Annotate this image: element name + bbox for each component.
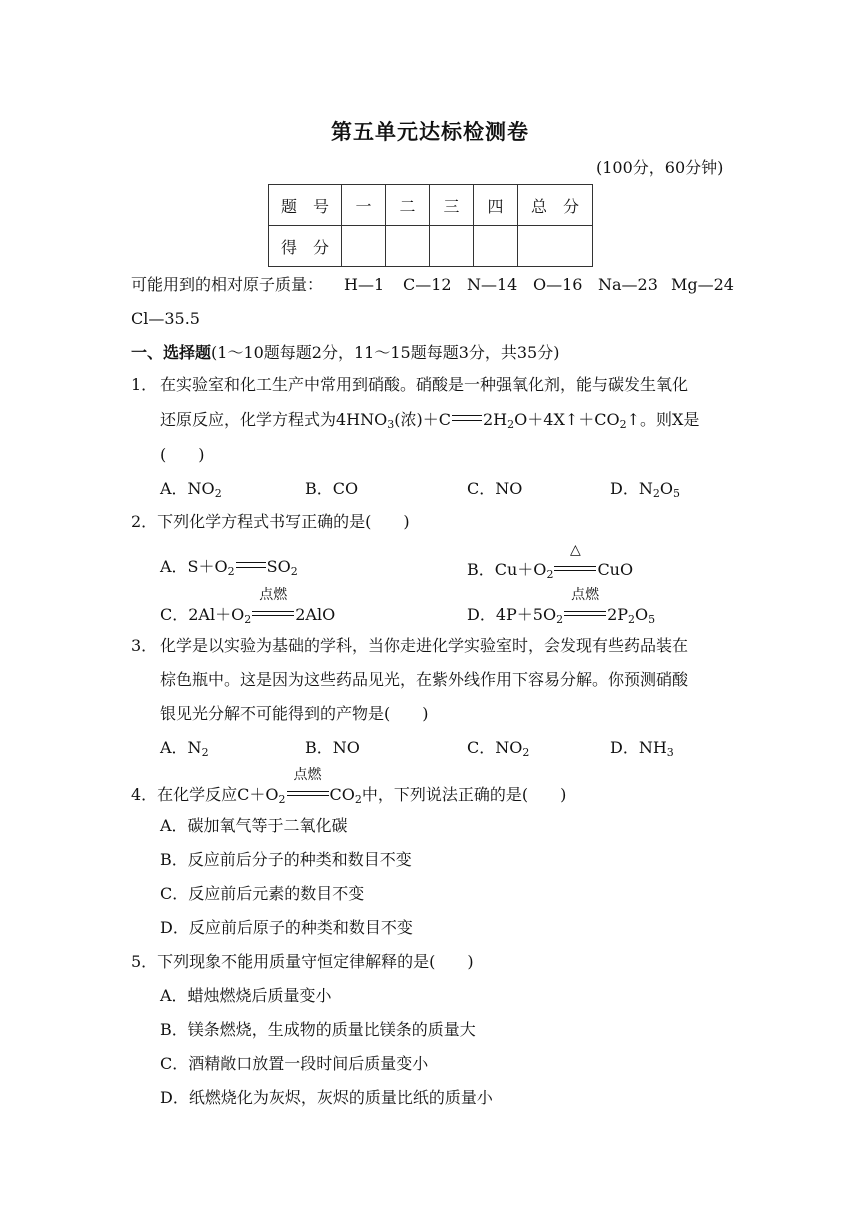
condition-label: 点燃 [293, 767, 322, 783]
score-table [268, 184, 593, 267]
sub: 2 [278, 793, 286, 806]
sub: 2 [214, 487, 222, 500]
heat-symbol: △ [570, 542, 581, 558]
condition-arrow [564, 587, 606, 622]
sub: 5 [648, 613, 656, 626]
score-cell-2[interactable] [386, 226, 430, 267]
sub: 2 [619, 418, 627, 431]
sub: 2 [354, 793, 362, 806]
q1-line1: 在实验室和化工生产中常用到硝酸。硝酸是一种强氧化剂，能与碳发生氧化 [160, 375, 689, 394]
q4-option-b[interactable]: B．反应前后分子的种类和数目不变 [160, 850, 412, 869]
q4-stem [131, 767, 567, 806]
q4-option-c[interactable]: C．反应前后元素的数目不变 [160, 884, 365, 903]
sub: 3 [387, 418, 395, 431]
q5-option-b[interactable]: B．镁条燃烧，生成物的质量比镁条的质量大 [160, 1020, 476, 1039]
sub: 2 [522, 746, 530, 759]
score-cell-1[interactable] [342, 226, 386, 267]
equals-bar [252, 611, 294, 616]
q2-stem: 2．下列化学方程式书写正确的是( ) [131, 512, 410, 531]
sub: 2 [227, 565, 235, 578]
score-header-label: 题 号 [269, 185, 342, 226]
option-text: O [659, 479, 673, 498]
sub: 2 [290, 565, 298, 578]
option-text: A．S＋O [160, 557, 228, 576]
stem-text: 4．在化学反应C＋O [131, 785, 279, 804]
option-text: A．NO [160, 479, 215, 498]
atomic-mass-o: O—16 [533, 275, 583, 294]
equals-bar [554, 566, 596, 571]
q3-line2: 棕色瓶中。这是因为这些药品见光，在紫外线作用下容易分解。你预测硝酸 [160, 670, 689, 689]
option-text: 2P [607, 605, 629, 624]
option-text: B．Cu＋O [467, 560, 547, 579]
q4-option-d[interactable]: D．反应前后原子的种类和数目不变 [160, 918, 413, 937]
q2-option-b[interactable] [467, 542, 634, 581]
score-header-3: 三 [430, 185, 474, 226]
section-title: 一、选择题 [131, 343, 212, 362]
q1-eq-part: ↑。则X是 [626, 410, 700, 429]
equals-bar [287, 791, 329, 796]
option-text: C．NO [467, 738, 523, 757]
option-text: C．2Al＋O [160, 605, 245, 624]
atomic-mass-cl: Cl—35.5 [131, 309, 200, 328]
score-header-total: 总 分 [518, 185, 593, 226]
q3-option-b[interactable]: B．NO [305, 738, 360, 757]
q1-option-c[interactable]: C．NO [467, 479, 523, 498]
condition-arrow [554, 542, 596, 577]
q1-option-d[interactable] [610, 479, 680, 499]
q2-option-d[interactable] [467, 587, 656, 626]
sub: 2 [507, 418, 515, 431]
q1-eq-part: 还原反应，化学方程式为4HNO [160, 410, 388, 429]
q3-option-c[interactable] [467, 738, 529, 758]
time-info: (100分，60分钟) [596, 158, 724, 177]
q3-line3: 银见光分解不可能得到的产物是( ) [160, 704, 429, 723]
q1-eq-part: O＋4X↑＋CO [514, 410, 620, 429]
sub: 2 [244, 613, 252, 626]
option-text: 2AlO [295, 605, 336, 624]
q5-stem: 5．下列现象不能用质量守恒定律解释的是( ) [131, 952, 474, 971]
q2-option-a[interactable] [160, 557, 298, 577]
q1-eq-part: (浓)＋C [394, 410, 451, 429]
atomic-mass-c: C—12 [403, 275, 452, 294]
condition-label: 点燃 [571, 587, 600, 603]
option-text: O [635, 605, 649, 624]
q1-answer-blank[interactable]: ( ) [160, 445, 205, 464]
q3-option-d[interactable] [610, 738, 674, 758]
sub: 5 [672, 487, 680, 500]
q4-option-a[interactable]: A．碳加氧气等于二氧化碳 [160, 816, 348, 835]
atomic-mass-prefix: 可能用到的相对原子质量： [131, 275, 324, 294]
atomic-mass-h: H—1 [344, 275, 385, 294]
score-row-label: 得 分 [269, 226, 342, 267]
q1-option-b[interactable]: B．CO [305, 479, 359, 498]
option-text: D．4P＋5O [467, 605, 557, 624]
q1-line2 [160, 410, 699, 430]
q3-option-a[interactable] [160, 738, 209, 758]
q3-line1: 化学是以实验为基础的学科，当你走进化学实验室时，会发现有些药品装在 [160, 636, 689, 655]
score-cell-4[interactable] [474, 226, 518, 267]
score-header-1: 一 [342, 185, 386, 226]
sub: 2 [628, 613, 636, 626]
equals-sign [452, 415, 482, 421]
option-text: A．N [160, 738, 202, 757]
option-text: SO [266, 557, 291, 576]
q1-option-a[interactable] [160, 479, 222, 499]
sub: 3 [666, 746, 674, 759]
score-header-4: 四 [474, 185, 518, 226]
option-text: D．NH [610, 738, 667, 757]
score-cell-3[interactable] [430, 226, 474, 267]
atomic-mass-na: Na—23 [598, 275, 658, 294]
sub: 2 [546, 568, 554, 581]
sub: 2 [201, 746, 209, 759]
sub: 2 [652, 487, 660, 500]
stem-text: 中，下列说法正确的是( ) [361, 785, 567, 804]
option-text: CuO [597, 560, 634, 579]
page-title: 第五单元达标检测卷 [331, 119, 529, 144]
sub: 2 [556, 613, 564, 626]
q1-number: 1． [131, 375, 158, 394]
condition-arrow [287, 767, 329, 802]
equals-sign [236, 562, 266, 568]
section-note: (1～10题每题2分，11～15题每题3分，共35分) [211, 343, 560, 362]
q5-option-c[interactable]: C．酒精敞口放置一段时间后质量变小 [160, 1054, 429, 1073]
q2-option-c[interactable] [160, 587, 336, 626]
equals-bar [564, 611, 606, 616]
atomic-mass-mg: Mg—24 [671, 275, 734, 294]
atomic-mass-n: N—14 [467, 275, 518, 294]
q1-eq-part: 2H [483, 410, 508, 429]
score-cell-total[interactable] [518, 226, 593, 267]
score-header-2: 二 [386, 185, 430, 226]
condition-arrow [252, 587, 294, 622]
option-text: D．N [610, 479, 653, 498]
section-heading [131, 343, 559, 363]
stem-text: CO [329, 785, 355, 804]
q5-option-d[interactable]: D．纸燃烧化为灰烬，灰烬的质量比纸的质量小 [160, 1088, 493, 1107]
q3-number: 3． [131, 636, 158, 655]
condition-label: 点燃 [259, 587, 288, 603]
q5-option-a[interactable]: A．蜡烛燃烧后质量变小 [160, 986, 332, 1005]
